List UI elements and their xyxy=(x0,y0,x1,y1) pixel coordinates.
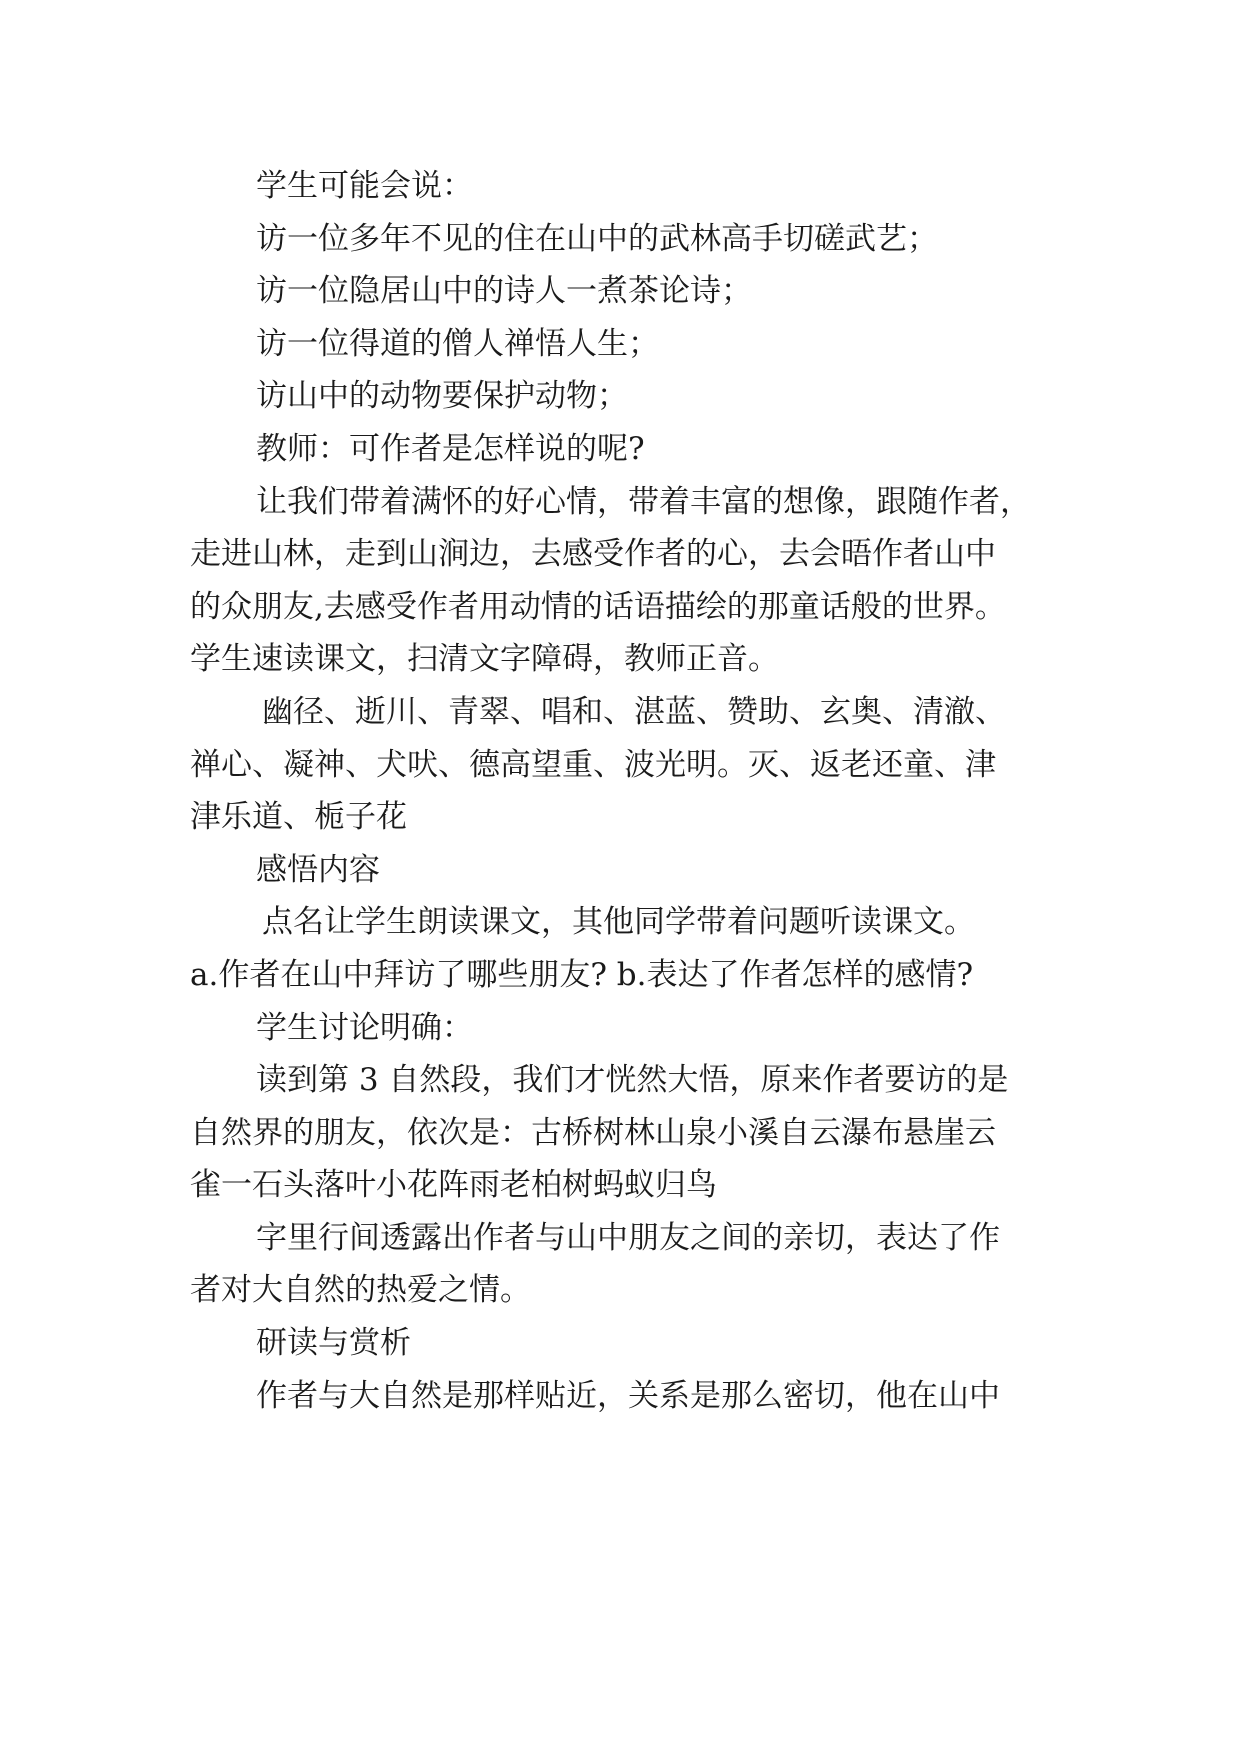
text-line: 学生讨论明确： xyxy=(256,1009,473,1046)
text-line: 让我们带着满怀的好心情，带着丰富的想像，跟随作者， xyxy=(256,483,1031,520)
text-line: 禅心、凝神、犬吠、德高望重、波光明。灭、返老还童、津 xyxy=(190,746,996,783)
text-line: 读到第 3 自然段，我们才恍然大悟，原来作者要访的是 xyxy=(256,1062,1009,1099)
text-line: 雀一石头落叶小花阵雨老柏树蚂蚁归鸟 xyxy=(190,1167,717,1204)
text-line: 走进山林，走到山涧边，去感受作者的心，去会晤作者山中 xyxy=(190,536,996,573)
text-line: 点名让学生朗读课文，其他同学带着问题听读课文。 xyxy=(262,904,975,941)
text-line: 作者与大自然是那样贴近，关系是那么密切，他在山中 xyxy=(256,1377,1000,1414)
text-line: 者对大自然的热爱之情。 xyxy=(190,1272,531,1309)
text-line: 自然界的朋友，依次是：古桥树林山泉小溪自云瀑布悬崖云 xyxy=(190,1114,996,1151)
text-line: 访一位得道的僧人禅悟人生； xyxy=(256,325,659,362)
text-line: 教师：可作者是怎样说的呢? xyxy=(256,430,645,467)
text-line: 津乐道、栀子花 xyxy=(190,799,407,836)
text-line: 字里行间透露出作者与山中朋友之间的亲切，表达了作 xyxy=(256,1219,1000,1256)
text-line: 的众朋友,去感受作者用动情的话语描绘的那童话般的世界。 xyxy=(190,588,1006,625)
text-line: 学生可能会说： xyxy=(256,168,473,204)
section-heading: 感悟内容 xyxy=(256,851,380,888)
text-line: 幽径、逝川、青翠、唱和、湛蓝、赞助、玄奥、清澈、 xyxy=(262,693,1006,730)
text-line: 学生速读课文，扫清文字障碍，教师正音。 xyxy=(190,641,779,678)
body-text xyxy=(190,160,1060,1422)
text-line: 访一位多年不见的住在山中的武林高手切磋武艺； xyxy=(256,220,938,257)
text-line: 访一位隐居山中的诗人一煮茶论诗； xyxy=(256,273,752,310)
text-line: 访山中的动物要保护动物； xyxy=(256,378,628,415)
section-heading: 研读与赏析 xyxy=(256,1325,411,1362)
text-line: a.作者在山中拜访了哪些朋友? b.表达了作者怎样的感情? xyxy=(190,956,974,993)
